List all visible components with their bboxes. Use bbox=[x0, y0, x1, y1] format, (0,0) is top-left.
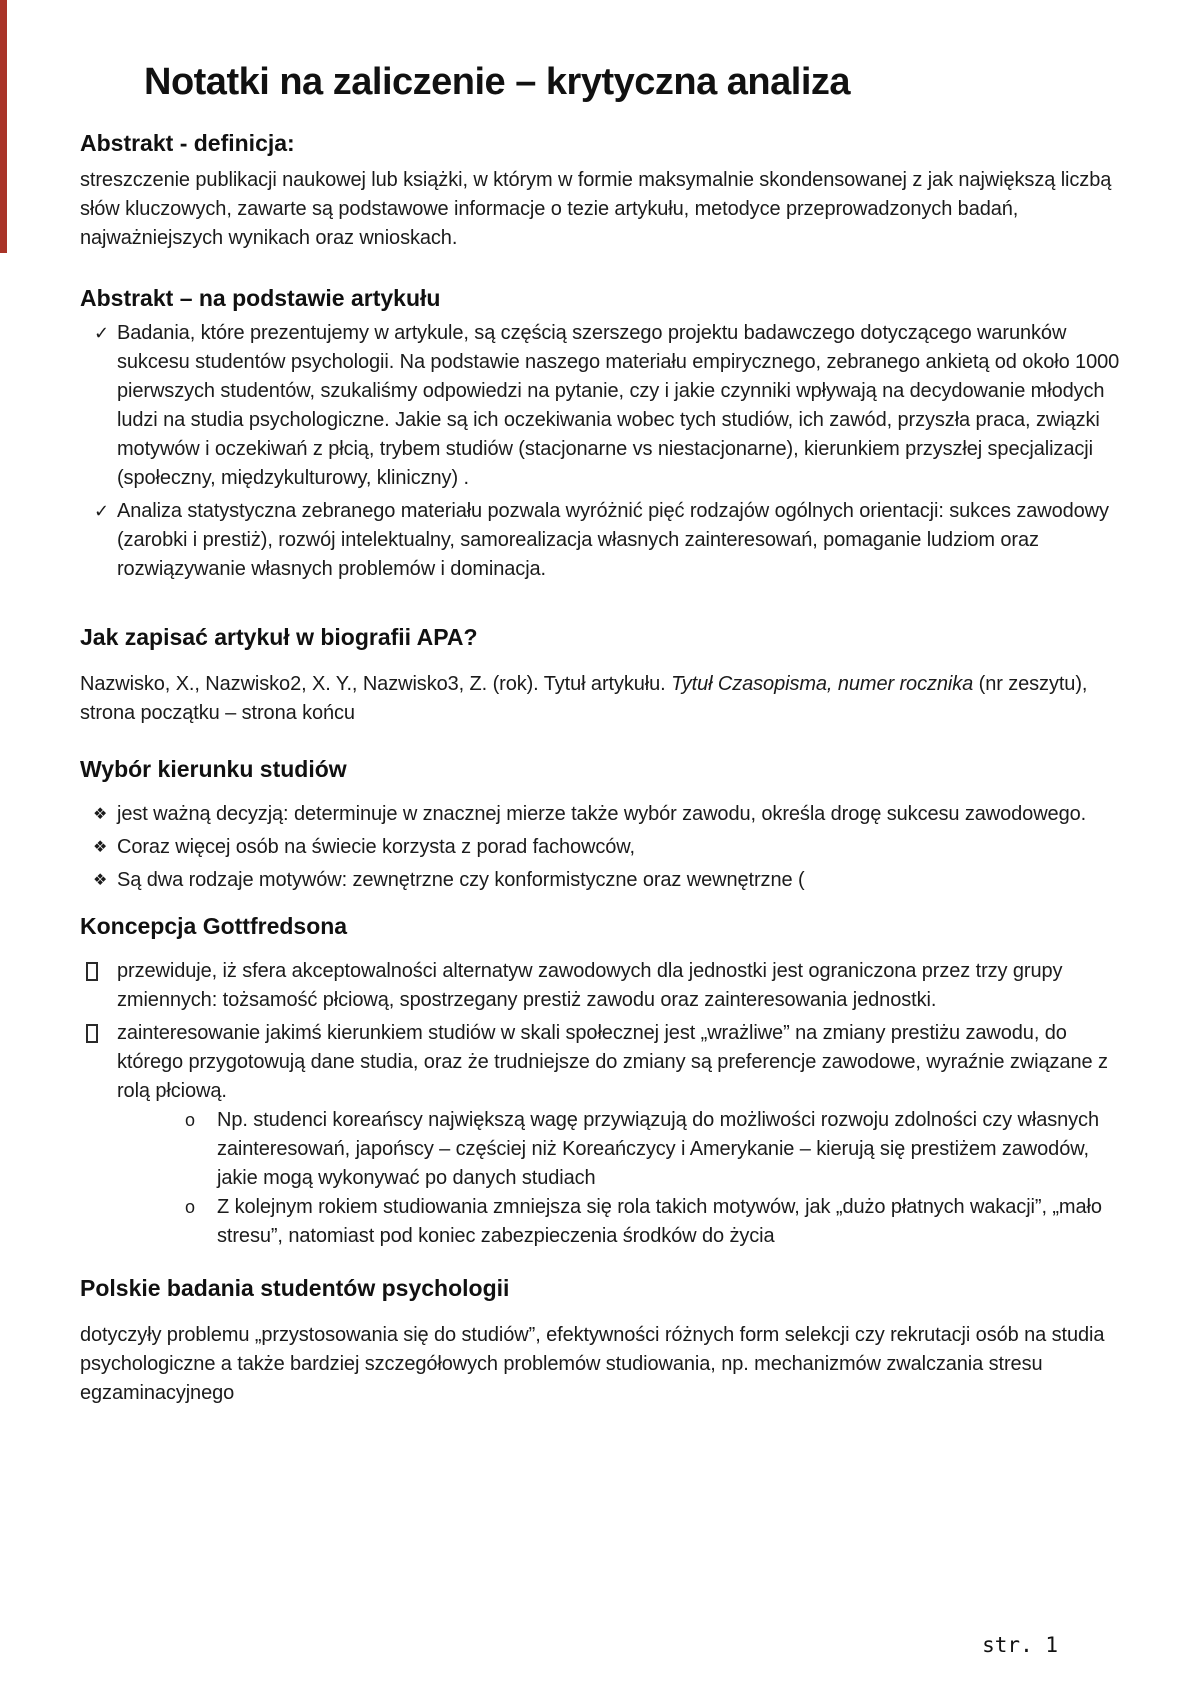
paragraph-polskie-badania: dotyczyły problemu „przystosowania się do studiów”, efektywności różnych form selekcji czy rekrutacji osób na studia psychologiczne a także bardziej szczegółowych problemów studiowania, np. mechanizmów zwalczania stresu egzaminacyjnego bbox=[80, 1324, 1105, 1404]
list-item bbox=[80, 319, 1126, 493]
list-item bbox=[80, 866, 1126, 895]
diamond-bullet-icon: ❖ bbox=[93, 806, 108, 823]
list-item-text: Są dwa rodzaje motywów: zewnętrzne czy konformistyczne oraz wewnętrzne ( bbox=[117, 869, 805, 891]
page-title: Notatki na zaliczenie – krytyczna analiza bbox=[144, 61, 851, 103]
checkmark-bullet-icon: ✓ bbox=[94, 501, 109, 521]
list-item bbox=[80, 1019, 1126, 1251]
sub-list-item bbox=[117, 1193, 1126, 1251]
list-item-text: Analiza statystyczna zebranego materiału pozwala wyróżnić pięć rodzajów ogólnych orientacji: sukces zawodowy (zarobki i prestiż), rozwój intelektualny, samorealizacja własnych zainteresowań, pomaganie ludziom oraz rozwiązywanie własnych problemów i dominacja. bbox=[117, 500, 1109, 580]
sub-list-item-text: Z kolejnym rokiem studiowania zmniejsza się rola takich motywów, jak „dużo płatnych wakacji”, „mało stresu”, natomiast pod koniec zabezpieczenia środków do życia bbox=[217, 1196, 1102, 1247]
heading-abstrakt-definicja: Abstrakt - definicja: bbox=[80, 130, 295, 156]
diamond-list bbox=[80, 800, 1126, 895]
circle-bullet-icon: o bbox=[185, 1197, 195, 1217]
list-item bbox=[80, 957, 1126, 1015]
missing-glyph-box-icon bbox=[86, 962, 98, 981]
check-list bbox=[80, 319, 1126, 584]
circle-bullet-icon: o bbox=[185, 1110, 195, 1130]
sub-list-item bbox=[117, 1106, 1126, 1193]
box-bullet-list bbox=[80, 957, 1126, 1251]
diamond-bullet-icon: ❖ bbox=[93, 839, 108, 856]
list-item-text: jest ważną decyzją: determinuje w znacznej mierze także wybór zawodu, określa drogę sukcesu zawodowego. bbox=[117, 803, 1087, 825]
citation-journal-italic: Tytuł Czasopisma, numer rocznika bbox=[671, 673, 974, 695]
heading-abstrakt-artykul: Abstrakt – na podstawie artykułu bbox=[80, 285, 441, 311]
list-item-text: przewiduje, iż sfera akceptowalności alternatyw zawodowych dla jednostki jest ograniczona przez trzy grupy zmiennych: tożsamość płciową, spostrzegany prestiż zawodu oraz zainteresowania jednostki. bbox=[117, 960, 1063, 1011]
heading-wybor-kierunku: Wybór kierunku studiów bbox=[80, 756, 347, 782]
list-item-text: Coraz więcej osób na świecie korzysta z porad fachowców, bbox=[117, 836, 635, 858]
heading-gottfredson: Koncepcja Gottfredsona bbox=[80, 913, 348, 939]
page-number-footer: str. 1 bbox=[982, 1633, 1058, 1657]
list-item bbox=[80, 800, 1126, 829]
missing-glyph-box-icon bbox=[86, 1024, 98, 1043]
heading-polskie-badania: Polskie badania studentów psychologii bbox=[80, 1275, 510, 1301]
heading-apa: Jak zapisać artykuł w biografii APA? bbox=[80, 624, 478, 650]
diamond-bullet-icon: ❖ bbox=[93, 872, 108, 889]
list-item-text: Badania, które prezentujemy w artykule, są częścią szerszego projektu badawczego dotyczącego warunków sukcesu studentów psychologii. Na podstawie naszego materiału empirycznego, zebranego ankietą od około 1000 pierwszych studentów, szukaliśmy odpowiedzi na pytanie, czy i jakie czynniki wpływają na decydowanie młodych ludzi na studia psychologiczne. Jakie są ich oczekiwania wobec tych studiów, ich zawód, przyszła praca, związki motywów i oczekiwań z płcią, trybem studiów (stacjonarne vs niestacjonarne), kierunkiem przyszłej specjalizacji (społeczny, międzykulturowy, kliniczny) . bbox=[117, 322, 1120, 489]
citation-start: Nazwisko, X., Nazwisko2, X. Y., Nazwisko3, Z. (rok). Tytuł artykułu. bbox=[80, 673, 672, 695]
paragraph-abstrakt-definicja: streszczenie publikacji naukowej lub książki, w którym w formie maksymalnie skondensowanej z jak największą liczbą słów kluczowych, zawarte są podstawowe informacje o tezie artykułu, metodyce przeprowadzonych badań, najważniejszych wynikach oraz wnioskach. bbox=[80, 169, 1112, 249]
list-item-text: zainteresowanie jakimś kierunkiem studiów w skali społecznej jest „wrażliwe” na zmiany prestiżu zawodu, do którego przygotowują dane studia, oraz że trudniejsze do zmiany są preferencje zawodowe, wyraźnie związane z rolą płciową. bbox=[117, 1022, 1108, 1102]
document-content bbox=[80, 0, 1126, 1408]
list-item bbox=[80, 497, 1126, 584]
left-edge-accent-bar bbox=[0, 0, 7, 253]
checkmark-bullet-icon: ✓ bbox=[94, 323, 109, 343]
sub-list-item-text: Np. studenci koreańscy największą wagę przywiązują do możliwości rozwoju zdolności czy własnych zainteresowań, japońscy – częściej niż Koreańczycy i Amerykanie – kierują się prestiżem zawodów, jakie mogą wykonywać po danych studiach bbox=[217, 1109, 1099, 1189]
list-item bbox=[80, 833, 1126, 862]
citation-end: (nr zeszytu), strona początku – strona końcu bbox=[80, 673, 1088, 724]
circle-sub-list bbox=[117, 1106, 1126, 1251]
paragraph-apa-citation bbox=[80, 670, 1126, 728]
